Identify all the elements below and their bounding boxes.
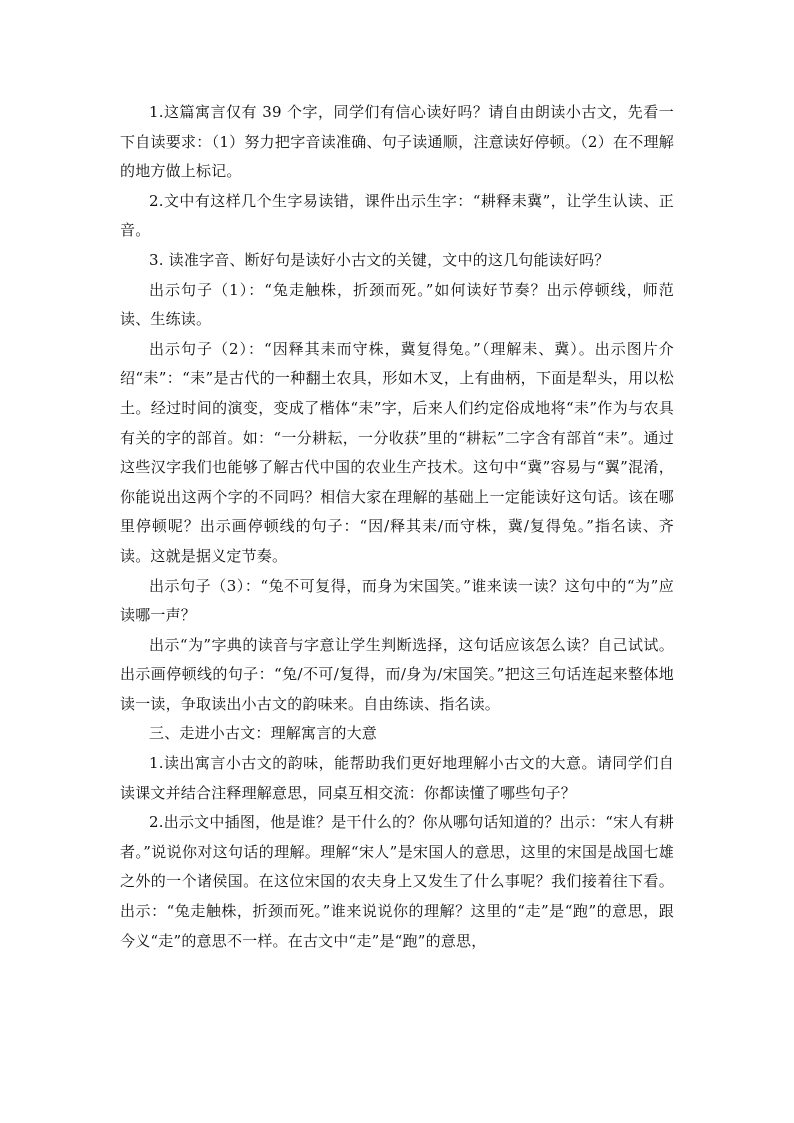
- paragraph-sentence-2: 出示句子（2）：“因释其耒而守株，冀复得兔。”（理解耒、冀）。出示图片介绍“耒”：“耒”是古代的一种翻土农具，形如木叉，上有曲柄，下面是犁头，用以松土。经过时间的演变，变成了楷体“耒”字，后来人们约定俗成地将“耒”作为与农具有关的字的部首。如：“一分耕耘，一分收获”里的“耕耘”二字含有部首“耒”。通过这些汉字我们也能够了解古代中国的农业生产技术。这句中“冀”容易与“翼”混淆，你能说出这两个字的不同吗？相信大家在理解的基础上一定能读好这句话。该在哪里停顿呢？出示画停顿线的句子：“因/释其耒/而守株，冀/复得兔。”指名读、齐读。这就是据义定节奏。: [120, 339, 674, 565]
- paragraph-reading-key: 3. 读准字音、断好句是读好小古文的关键，文中的这几句能读好吗？: [149, 250, 610, 269]
- section-heading-fable-meaning: 三、走进小古文：理解寓言的大意: [149, 724, 378, 743]
- paragraph-self-study: 1.读出寓言小古文的韵味，能帮助我们更好地理解小古文的大意。请同学们自读课文并结合注释理解意思，同桌互相交流：你都读懂了哪些句子？: [120, 754, 674, 802]
- paragraph-pronunciation-choice: 出示“为”字典的读音与字意让学生判断选择，这句话应该怎么读？自己试试。出示画停顿线的句子：“兔/不可/复得，而/身为/宋国笑。”把这三句话连起来整体地读一读，争取读出小古文的韵味来。自由练读、指名读。: [120, 635, 674, 713]
- paragraph-reading-requirements: 1.这篇寓言仅有 39 个字，同学们有信心读好吗？请自由朗读小古文，先看一下自读要求：（1）努力把字音读准确、句子读通顺，注意读好停顿。（2）在不理解的地方做上标记。: [120, 103, 674, 181]
- paragraph-sentence-3: 出示句子（3）：“兔不可复得，而身为宋国笑。”谁来读一读？这句中的“为”应读哪一声？: [120, 576, 674, 625]
- paragraph-sentence-1: 出示句子（1）：“兔走触株，折颈而死。”如何读好节奏？出示停顿线，师范读、生练读。: [120, 280, 674, 329]
- paragraph-new-characters: 2.文中有这样几个生字易读错，课件出示生字：“耕释耒冀”，让学生认读、正音。: [120, 191, 674, 240]
- paragraph-illustration-discussion: 2.出示文中插图，他是谁？是干什么的？你从哪句话知道的？出示：“宋人有耕者。”说说你对这句话的理解。理解“宋人”是宋国人的意思，这里的宋国是战国七雄之外的一个诸侯国。在这位宋国的农夫身上又发生了什么事呢？我们接着往下看。出示：“兔走触株，折颈而死。”谁来说说你的理解？这里的“走”是“跑”的意思，跟今义“走”的意思不一样。在古文中“走”是“跑”的意思，: [120, 813, 674, 950]
